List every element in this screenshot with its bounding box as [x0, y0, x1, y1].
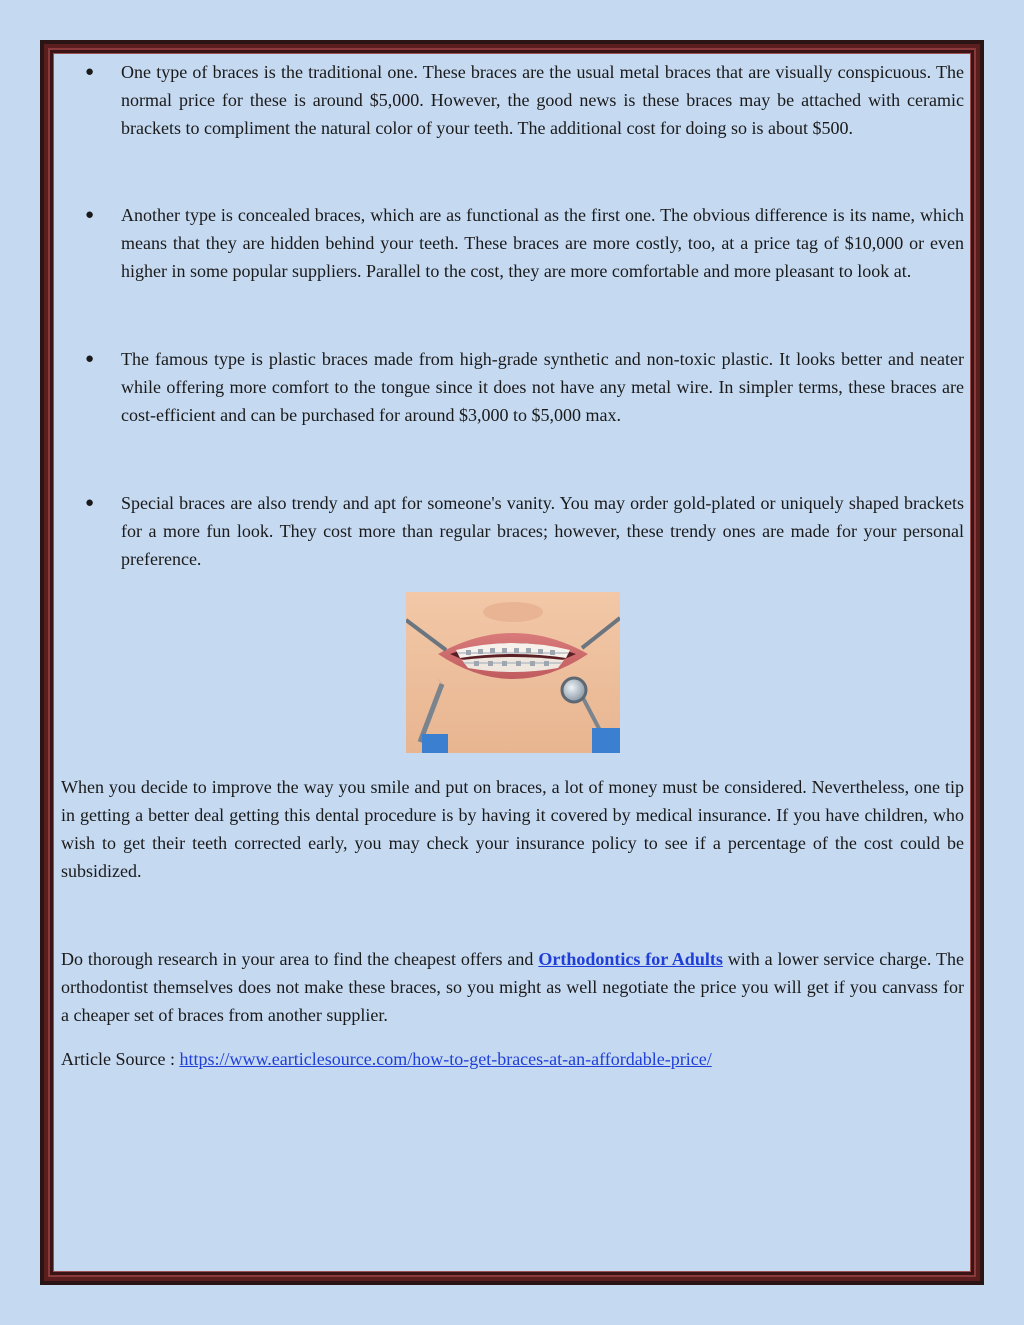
bullet-dot: ● [85, 207, 95, 223]
bullet-text: The famous type is plastic braces made from high-grade synthetic and non-toxic plastic. It looks better and neater while offering more comfort to the tongue since it does not have any metal wire. In simpler terms, these braces are cost-efficient and can be purchased for around $3,000 to $5,000 max. [121, 349, 964, 425]
bullet-dot: ● [85, 495, 95, 511]
article-source [61, 1045, 964, 1073]
article-source-link[interactable]: https://www.earticlesource.com/how-to-get-braces-at-an-affordable-price/ [179, 1049, 712, 1069]
article-source-label: Article Source : [61, 1049, 180, 1069]
bullet-item-concealed-braces [61, 201, 964, 285]
bullet-text: Special braces are also trendy and apt for someone's vanity. You may order gold-plated or uniquely shaped brackets for a more fun look. They cost more than regular braces; however, these trendy ones are made for your personal preference. [121, 493, 964, 569]
orthodontics-for-adults-link[interactable]: Orthodontics for Adults [538, 949, 723, 969]
paragraph-text-after-link: with a lower service charge. The orthodontist themselves does not make these braces, so you might as well negotiate the price you will get if you canvass for a cheaper set of braces from another supplier. [61, 949, 964, 1025]
bullet-item-plastic-braces [61, 345, 964, 429]
bullet-dot: ● [85, 351, 95, 367]
bullet-text: One type of braces is the traditional one. These braces are the usual metal braces that are visually conspicuous. The normal price for these is around $5,000. However, the good news is these braces may be attached with ceramic brackets to compliment the natural color of your teeth. The additional cost for doing so is about $500. [121, 62, 964, 138]
bullet-dot: ● [85, 64, 95, 80]
bullet-item-traditional-braces [61, 58, 964, 142]
document-content [61, 58, 964, 1073]
paragraph-text-before-link: Do thorough research in your area to find the cheapest offers and [61, 949, 539, 969]
paragraph-insurance-tip: When you decide to improve the way you smile and put on braces, a lot of money must be considered. Nevertheless, one tip in getting a better deal getting this dental procedure is by having it covered by medical insurance. If you have children, who wish to get their teeth corrected early, you may check your insurance policy to see if a percentage of the cost could be subsidized. [61, 777, 964, 881]
bullet-item-special-braces [61, 489, 964, 573]
braces-smile-photo [406, 592, 620, 753]
bullet-text: Another type is concealed braces, which are as functional as the first one. The obvious difference is its name, which means that they are hidden behind your teeth. These braces are more costly, too, at a price tag of $10,000 or even higher in some popular suppliers. Parallel to the cost, they are more comfortable and more pleasant to look at. [121, 205, 964, 281]
paragraph-research-offers [61, 945, 964, 1029]
